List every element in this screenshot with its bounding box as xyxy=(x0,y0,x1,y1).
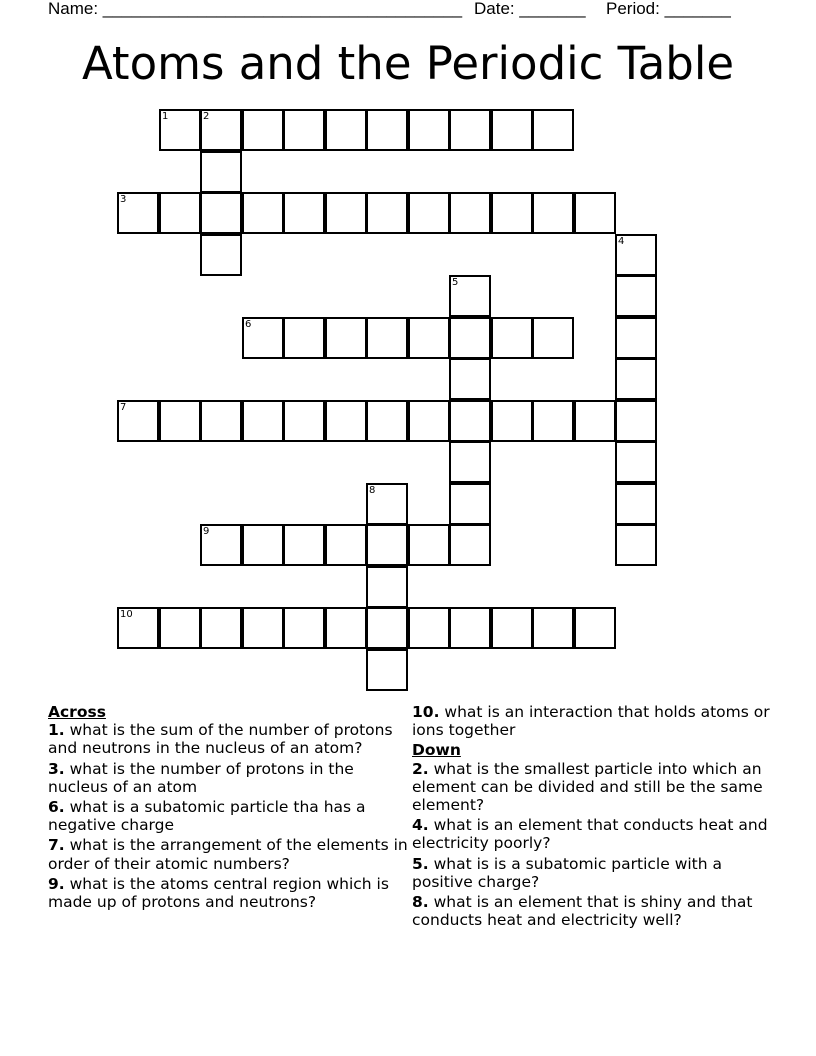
clue-down-8 xyxy=(412,893,774,929)
clue-number-label: 1 xyxy=(162,111,169,122)
clue-number-label: 5 xyxy=(452,277,459,288)
crossword-cell[interactable] xyxy=(366,524,408,566)
crossword-cell[interactable] xyxy=(366,607,408,649)
clue-number-label: 10 xyxy=(120,609,133,620)
crossword-cell[interactable] xyxy=(408,109,450,151)
crossword-cell[interactable] xyxy=(615,483,657,525)
clue-text: what is a subatomic particle tha has a negative charge xyxy=(48,798,366,835)
clue-across-10 xyxy=(412,703,774,739)
clue-text: what is the sum of the number of protons and neutrons in the nucleus of an atom? xyxy=(48,721,393,758)
crossword-cell[interactable] xyxy=(200,524,242,566)
clue-down-4 xyxy=(412,816,774,852)
crossword-cell[interactable] xyxy=(159,607,201,649)
clue-across-9 xyxy=(48,875,410,911)
crossword-cell[interactable] xyxy=(117,192,159,234)
clue-number: 7. xyxy=(48,836,65,855)
crossword-cell[interactable] xyxy=(325,400,367,442)
name-field: Name: ______________________________________ xyxy=(48,0,463,18)
crossword-cell[interactable] xyxy=(532,607,574,649)
clue-text: what is an element that is shiny and that conducts heat and electricity well? xyxy=(412,893,753,930)
crossword-cell[interactable] xyxy=(615,275,657,317)
clue-across-1 xyxy=(48,721,410,757)
clue-number: 4. xyxy=(412,816,429,835)
clue-number-label: 2 xyxy=(203,111,210,122)
clue-number-label: 7 xyxy=(120,402,127,413)
crossword-cell[interactable] xyxy=(283,524,325,566)
crossword-cell[interactable] xyxy=(325,192,367,234)
clue-number-label: 8 xyxy=(369,485,376,496)
crossword-cell[interactable] xyxy=(200,151,242,193)
crossword-cell[interactable] xyxy=(366,192,408,234)
crossword-cell[interactable] xyxy=(408,400,450,442)
crossword-cell[interactable] xyxy=(491,607,533,649)
crossword-cell[interactable] xyxy=(200,234,242,276)
crossword-cell[interactable] xyxy=(325,524,367,566)
clue-number-label: 9 xyxy=(203,526,210,537)
clue-text: what is the arrangement of the elements in order of their atomic numbers? xyxy=(48,836,408,873)
crossword-cell[interactable] xyxy=(574,607,616,649)
crossword-cell[interactable] xyxy=(449,109,491,151)
crossword-cell[interactable] xyxy=(449,441,491,483)
clue-number: 2. xyxy=(412,759,429,778)
crossword-cell[interactable] xyxy=(283,192,325,234)
crossword-cell[interactable] xyxy=(325,317,367,359)
crossword-cell[interactable] xyxy=(242,524,284,566)
page-title: Atoms and the Periodic Table xyxy=(81,37,735,90)
crossword-cell[interactable] xyxy=(615,441,657,483)
clue-text: what is the atoms central region which is made up of protons and neutrons? xyxy=(48,874,389,912)
crossword-cell[interactable] xyxy=(242,109,284,151)
crossword-cell[interactable] xyxy=(615,358,657,400)
crossword-cell[interactable] xyxy=(615,317,657,359)
crossword-cell[interactable] xyxy=(491,109,533,151)
crossword-cell[interactable] xyxy=(200,192,242,234)
crossword-cell[interactable] xyxy=(366,400,408,442)
down-heading: Down xyxy=(412,741,461,760)
crossword-cell[interactable] xyxy=(200,400,242,442)
crossword-cell[interactable] xyxy=(366,483,408,525)
crossword-cell[interactable] xyxy=(325,109,367,151)
clue-text: what is an element that conducts heat and electricity poorly? xyxy=(412,816,768,853)
clue-number: 3. xyxy=(48,759,65,778)
crossword-cell[interactable] xyxy=(242,400,284,442)
clue-across-3 xyxy=(48,760,410,796)
clue-across-6 xyxy=(48,798,410,834)
crossword-cell[interactable] xyxy=(449,192,491,234)
clue-number-label: 3 xyxy=(120,194,127,205)
clues-right-column xyxy=(412,703,774,931)
period-field: Period: _______ xyxy=(606,0,731,18)
across-heading: Across xyxy=(48,703,106,721)
clue-text: what is is a subatomic particle with a positive charge? xyxy=(412,854,723,891)
crossword-cell[interactable] xyxy=(283,317,325,359)
crossword-cell[interactable] xyxy=(159,400,201,442)
date-field: Date: _______ xyxy=(474,0,586,18)
crossword-cell[interactable] xyxy=(615,400,657,442)
clue-number-label: 4 xyxy=(618,236,625,247)
crossword-cell[interactable] xyxy=(532,109,574,151)
crossword-cell[interactable] xyxy=(408,607,450,649)
clue-number: 1. xyxy=(48,721,65,740)
crossword-cell[interactable] xyxy=(283,400,325,442)
crossword-cell[interactable] xyxy=(574,192,616,234)
crossword-cell[interactable] xyxy=(491,400,533,442)
crossword-cell[interactable] xyxy=(532,192,574,234)
clues-left-column xyxy=(48,703,410,913)
crossword-cell[interactable] xyxy=(449,358,491,400)
crossword-cell[interactable] xyxy=(366,317,408,359)
crossword-cell[interactable] xyxy=(283,109,325,151)
crossword-cell[interactable] xyxy=(449,483,491,525)
crossword-cell[interactable] xyxy=(117,400,159,442)
clue-text: what is the smallest particle into which an element can be divided and still be the same element? xyxy=(412,759,763,815)
crossword-cell[interactable] xyxy=(117,607,159,649)
crossword-cell[interactable] xyxy=(408,317,450,359)
crossword-cell[interactable] xyxy=(532,400,574,442)
crossword-cell[interactable] xyxy=(449,275,491,317)
crossword-cell[interactable] xyxy=(449,524,491,566)
clue-across-7 xyxy=(48,836,410,872)
crossword-cell[interactable] xyxy=(242,317,284,359)
crossword-cell[interactable] xyxy=(408,192,450,234)
clue-down-5 xyxy=(412,855,774,891)
clue-number-label: 6 xyxy=(245,319,252,330)
crossword-cell[interactable] xyxy=(491,192,533,234)
crossword-cell[interactable] xyxy=(449,317,491,359)
crossword-cell[interactable] xyxy=(491,317,533,359)
crossword-cell[interactable] xyxy=(242,192,284,234)
crossword-cell[interactable] xyxy=(283,607,325,649)
crossword-cell[interactable] xyxy=(200,607,242,649)
crossword-cell[interactable] xyxy=(159,109,201,151)
crossword-cell[interactable] xyxy=(615,524,657,566)
crossword-cell[interactable] xyxy=(159,192,201,234)
crossword-cell[interactable] xyxy=(366,566,408,608)
crossword-cell[interactable] xyxy=(449,400,491,442)
crossword-cell[interactable] xyxy=(366,649,408,691)
crossword-cell[interactable] xyxy=(408,524,450,566)
crossword-cell[interactable] xyxy=(532,317,574,359)
clue-number: 10. xyxy=(412,703,440,721)
clue-number: 6. xyxy=(48,798,65,817)
clue-number: 9. xyxy=(48,874,65,893)
crossword-cell[interactable] xyxy=(574,400,616,442)
clue-number: 8. xyxy=(412,893,429,912)
crossword-cell[interactable] xyxy=(325,607,367,649)
crossword-cell[interactable] xyxy=(242,607,284,649)
clue-down-2 xyxy=(412,760,774,815)
clue-number: 5. xyxy=(412,854,429,873)
crossword-cell[interactable] xyxy=(449,607,491,649)
crossword-cell[interactable] xyxy=(366,109,408,151)
crossword-cell[interactable] xyxy=(615,234,657,276)
clue-text: what is the number of protons in the nucleus of an atom xyxy=(48,759,354,796)
crossword-cell[interactable] xyxy=(200,109,242,151)
clue-text: what is an interaction that holds atoms or ions together xyxy=(412,703,770,740)
